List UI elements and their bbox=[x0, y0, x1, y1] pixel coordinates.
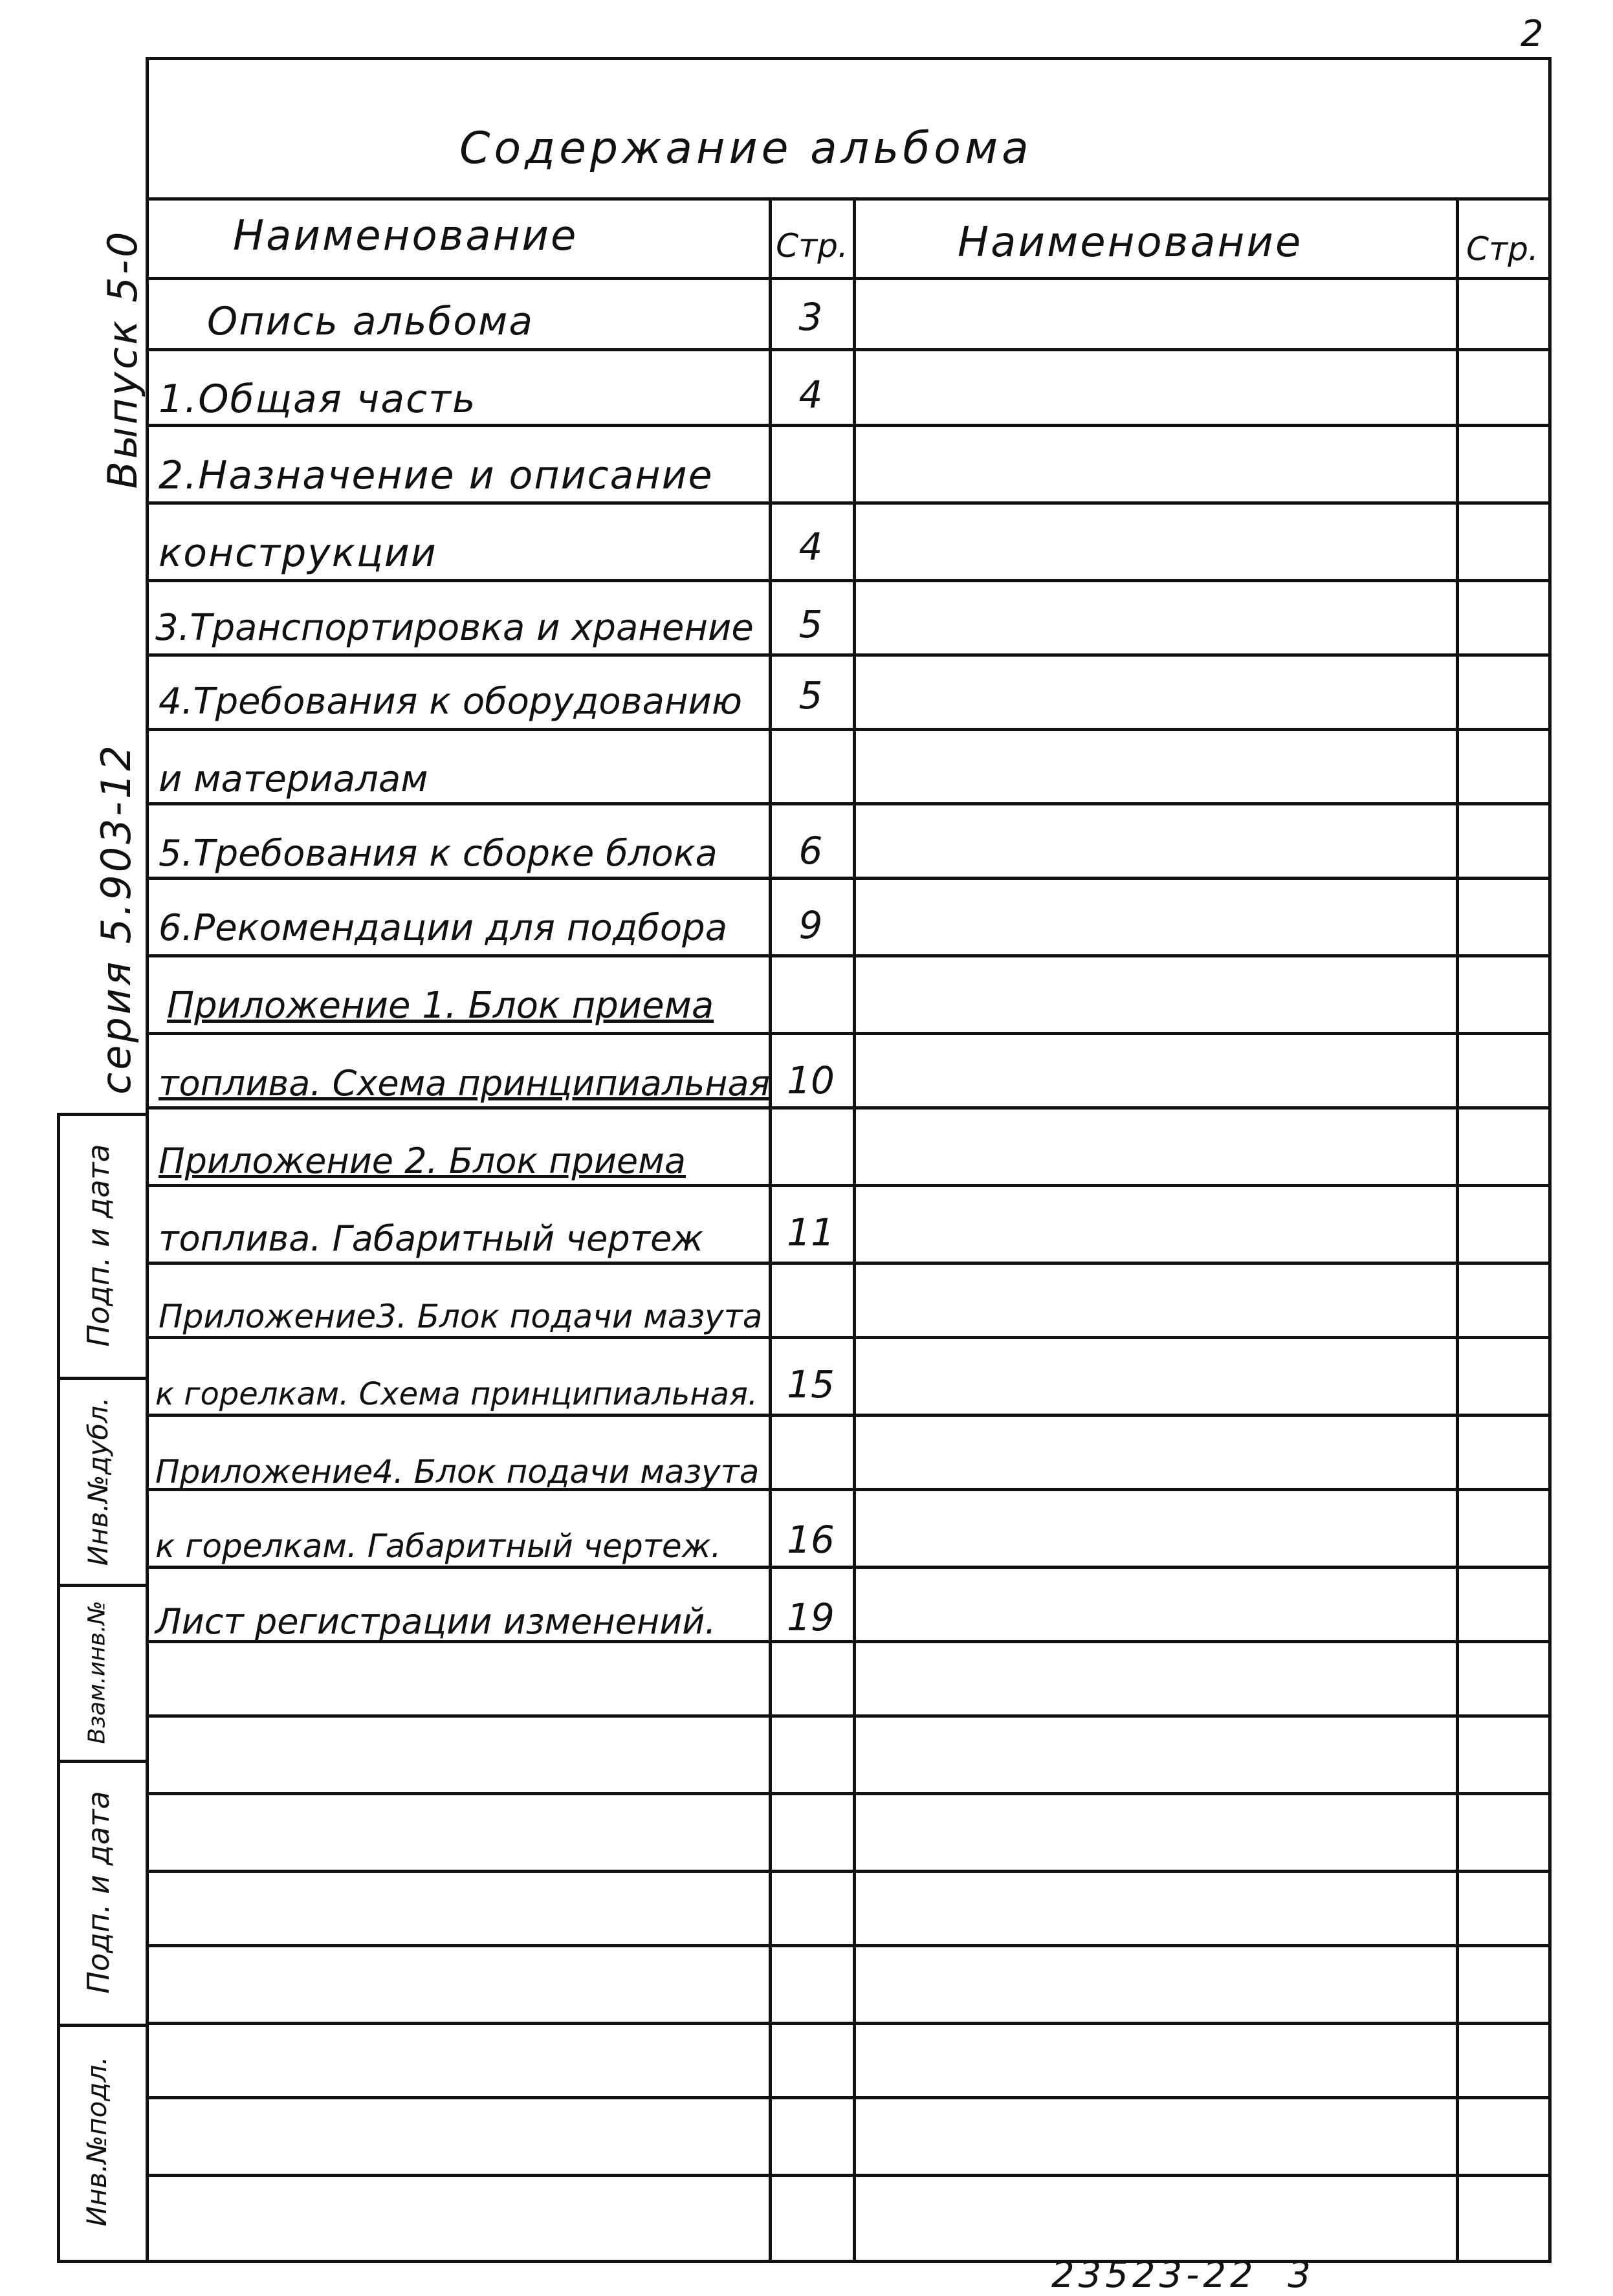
row-line bbox=[146, 2022, 1552, 2025]
table-row-name: 2.Назначение и описание bbox=[159, 453, 714, 498]
header-name-left: Наименование bbox=[233, 212, 578, 260]
row-line bbox=[146, 1032, 1552, 1035]
table-row-page: 6 bbox=[798, 829, 823, 873]
row-line bbox=[146, 579, 1552, 582]
table-row-page: 11 bbox=[787, 1210, 835, 1254]
stamp-bottom bbox=[57, 2260, 149, 2263]
column-divider-center bbox=[853, 197, 856, 2261]
row-line bbox=[146, 424, 1552, 427]
table-row-page: 4 bbox=[798, 525, 823, 569]
row-line bbox=[146, 1106, 1552, 1110]
row-line bbox=[146, 348, 1552, 351]
row-line bbox=[146, 1792, 1552, 1795]
row-line bbox=[146, 2174, 1552, 2177]
row-line bbox=[146, 1714, 1552, 1718]
table-row-name: Приложение3. Блок подачи мазута bbox=[159, 1298, 763, 1335]
table-row-name: Приложение 1. Блок приема bbox=[167, 985, 714, 1027]
table-row-name: топлива. Схема принципиальная bbox=[159, 1063, 771, 1104]
footer-code: 23523-22 3 bbox=[1051, 2254, 1315, 2296]
row-line bbox=[146, 1944, 1552, 1947]
table-row-name: к горелкам. Схема принципиальная. bbox=[155, 1376, 758, 1412]
page-title: Содержание альбома bbox=[459, 123, 1033, 174]
title-divider bbox=[146, 197, 1552, 201]
stamp-label-dup-inv: Инв.№дубл. bbox=[82, 1397, 114, 1566]
table-row-name: 6.Рекомендации для подбора bbox=[159, 907, 728, 949]
series-label: серия 5.903-12 bbox=[93, 743, 140, 1095]
stamp-label-orig-inv: Инв.№подл. bbox=[81, 2056, 113, 2227]
row-line bbox=[146, 954, 1552, 957]
table-row-name: 1.Общая часть bbox=[159, 377, 477, 422]
frame-right-border bbox=[1548, 57, 1552, 2263]
table-row-page: 5 bbox=[798, 673, 823, 717]
table-row-page: 3 bbox=[798, 295, 823, 339]
table-row-name: 4.Требования к оборудованию bbox=[159, 681, 743, 723]
row-line bbox=[146, 728, 1552, 731]
row-line bbox=[146, 653, 1552, 657]
stamp-label-replace-inv: Взам.инв.№ bbox=[83, 1601, 111, 1744]
table-row-name: 3.Транспортировка и хранение bbox=[155, 607, 754, 649]
header-page-right: Стр. bbox=[1466, 230, 1539, 268]
table-row-name: Приложение4. Блок подачи мазута bbox=[155, 1453, 760, 1491]
issue-label: Выпуск 5-0 bbox=[99, 229, 146, 489]
table-row-page: 15 bbox=[787, 1362, 835, 1406]
stamp-divider bbox=[57, 2024, 149, 2027]
table-row-name: Лист регистрации изменений. bbox=[155, 1601, 716, 1642]
frame-top-border bbox=[146, 57, 1552, 60]
row-line bbox=[146, 501, 1552, 505]
table-row-page: 4 bbox=[798, 373, 823, 417]
stamp-outer-left bbox=[57, 1113, 60, 2263]
header-page-left: Стр. bbox=[776, 227, 848, 265]
stamp-top bbox=[57, 1113, 149, 1116]
table-row-name: Приложение 2. Блок приема bbox=[159, 1141, 686, 1181]
table-row-name: Опись альбома bbox=[207, 299, 534, 344]
stamp-label-sign-date: Подп. и дата bbox=[81, 1144, 116, 1347]
header-name-right: Наименование bbox=[958, 219, 1303, 267]
table-row-name: 5.Требования к сборке блока bbox=[159, 833, 718, 875]
row-line bbox=[146, 1262, 1552, 1265]
table-row-name: топлива. Габаритный чертеж bbox=[159, 1218, 703, 1259]
sheet-number: 2 bbox=[1520, 13, 1544, 55]
column-divider-right-page bbox=[1456, 197, 1459, 2261]
table-row-name: конструкции bbox=[159, 530, 437, 576]
stamp-divider bbox=[57, 1760, 149, 1763]
table-row-page: 10 bbox=[787, 1058, 835, 1102]
table-row-name: и материалам bbox=[159, 758, 428, 800]
table-row-page: 16 bbox=[787, 1518, 835, 1562]
frame-bottom-border bbox=[146, 2260, 1552, 2263]
row-line bbox=[146, 1184, 1552, 1187]
table-row-name: к горелкам. Габаритный чертеж. bbox=[155, 1527, 721, 1565]
row-line bbox=[146, 2096, 1552, 2099]
header-divider bbox=[146, 277, 1552, 280]
row-line bbox=[146, 1870, 1552, 1873]
table-row-page: 19 bbox=[787, 1595, 835, 1639]
stamp-label-sign-date-2: Подп. и дата bbox=[81, 1791, 116, 1994]
table-row-page: 5 bbox=[798, 602, 823, 646]
row-line bbox=[146, 802, 1552, 805]
row-line bbox=[146, 877, 1552, 880]
table-row-page: 9 bbox=[798, 903, 823, 947]
